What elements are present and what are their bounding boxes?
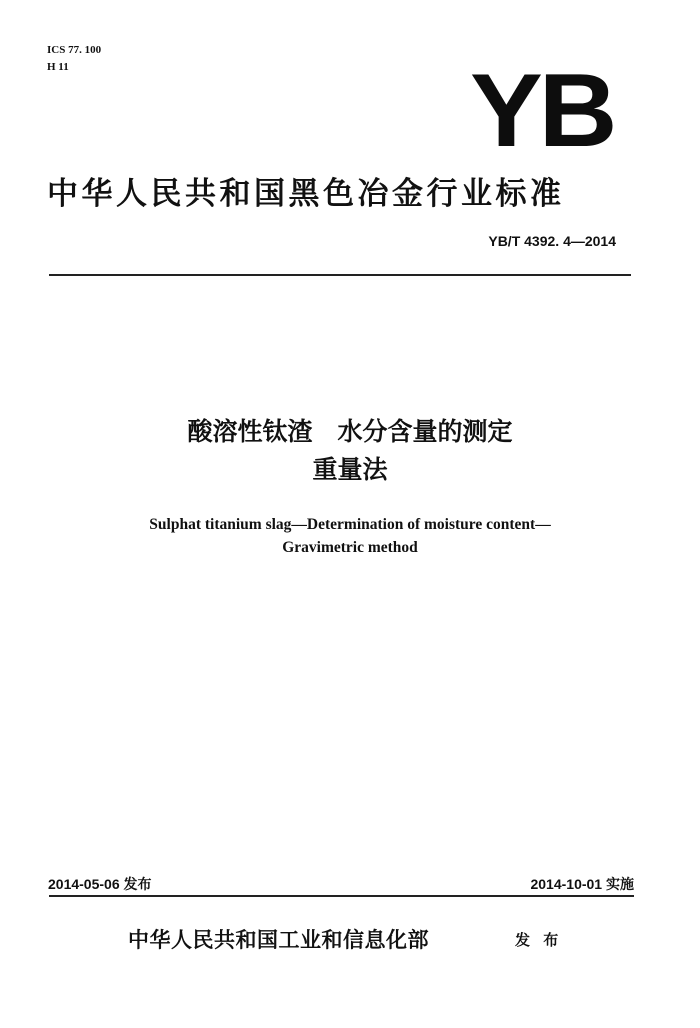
issue-word: 发 布: [515, 931, 563, 949]
chinese-title-line2: 重量法: [312, 455, 388, 484]
ccs-code: H 11: [47, 61, 69, 73]
header-divider: [49, 274, 631, 276]
footer-divider: [49, 895, 634, 897]
yb-logo: YB: [470, 53, 614, 169]
chinese-title-line1: 酸溶性钛渣 水分含量的测定: [187, 417, 513, 446]
ics-code: ICS 77. 100: [47, 44, 102, 56]
classification-codes: [47, 42, 101, 76]
standard-number: YB/T 4392. 4—2014: [488, 233, 616, 249]
english-title-line2: Gravimetric method: [282, 539, 418, 556]
org-title: 中华人民共和国黑色冶金行业标准: [47, 176, 565, 212]
english-title-line1: Sulphat titanium slag—Determination of moisture content—: [149, 516, 551, 533]
issue-date: 2014-05-06 发布: [48, 876, 152, 892]
implementation-date: 2014-10-01 实施: [530, 876, 634, 892]
issuing-authority: 中华人民共和国工业和信息化部: [128, 927, 429, 952]
